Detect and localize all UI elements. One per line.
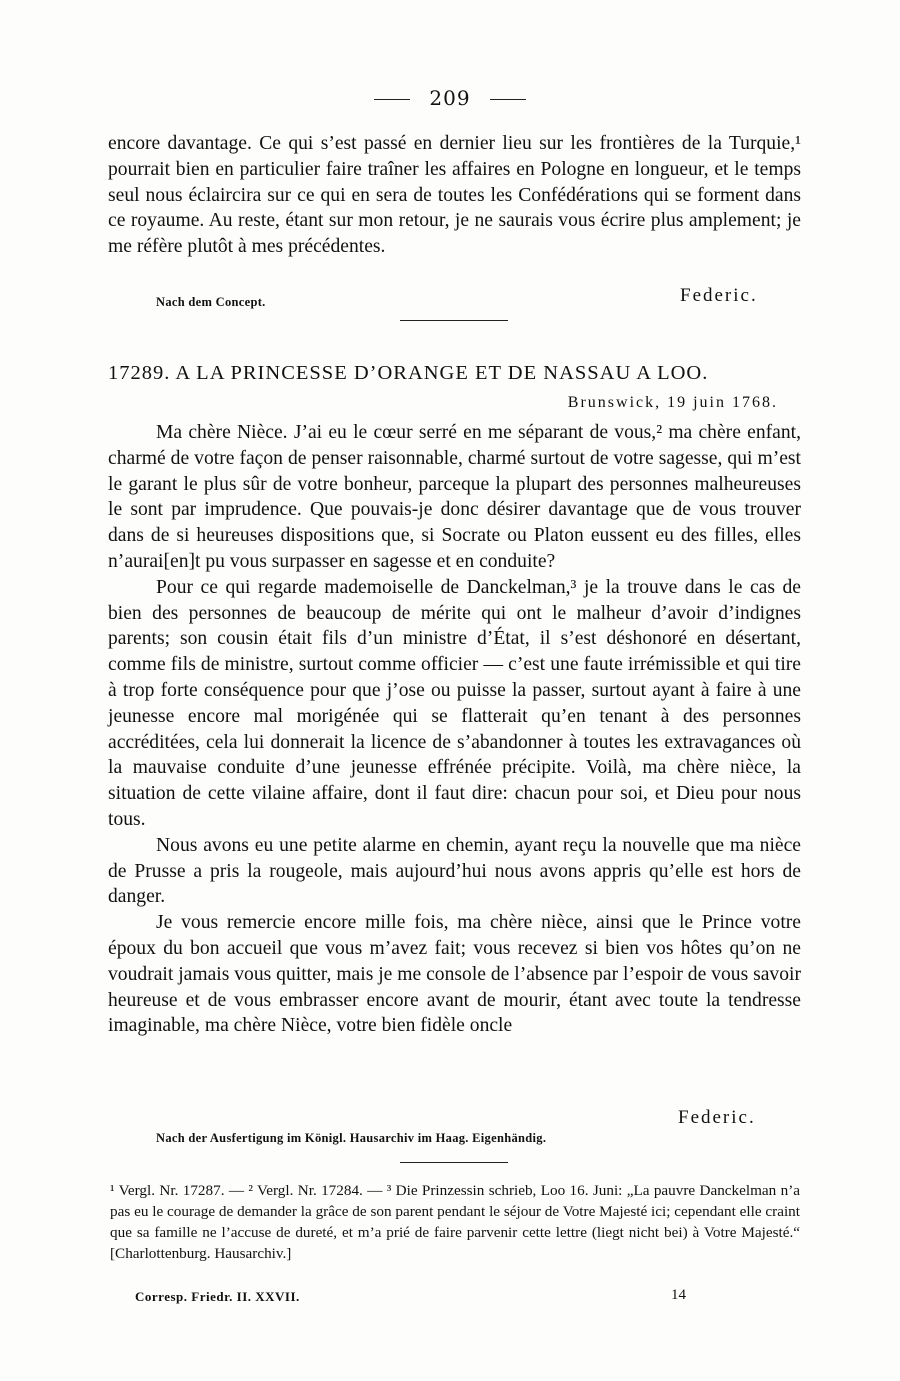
letter-signature: Federic. xyxy=(678,1107,756,1128)
section-divider xyxy=(400,320,508,321)
header-dash-left xyxy=(374,99,410,100)
continuation-text xyxy=(108,131,801,260)
footer-sheet-number: 14 xyxy=(671,1287,686,1303)
continuation-paragraph: encore davantage. Ce qui s’est passé en dernier lieu sur les frontières de la Turquie,¹ pourrait bien en particulier faire traîner les affaires en Pologne en longueur, et le temps seul nous éclaircira sur ce qui en sera de toutes les Confédérations qui se forment dans ce royaume. Au reste, étant sur mon retour, je ne saurais vous écrire plus amplement; je me réfère plutôt à mes précédentes. xyxy=(108,133,801,258)
letter-paragraph-3: Nous avons eu une petite alarme en chemin, ayant reçu la nouvelle que ma nièce de Prusse a pris la rougeole, mais aujourd’hui nous avons appris qu’elle est hors de danger. xyxy=(108,834,801,908)
letter-source-note: Nach der Ausfertigung im Königl. Hausarchiv im Haag. Eigenhändig. xyxy=(156,1131,547,1145)
letter-paragraph-4: Je vous remercie encore mille fois, ma chère nièce, ainsi que le Prince votre époux du bon accueil que vous m’avez fait; vous recevez si bien vos hôtes qu’on ne voudrait jamais vous quitter, mais je me console de l’absence par l’espoir de vous savoir heureuse et de vous embrasser encore avant de mourir, étant avec toute la tendresse imaginable, ma chère Nièce, votre bien fidèle oncle xyxy=(108,912,801,1037)
page-header xyxy=(0,86,900,110)
letter-place-date: Brunswick, 19 juin 1768. xyxy=(567,394,778,411)
continuation-signature: Federic. xyxy=(680,285,758,306)
header-dash-right xyxy=(490,99,526,100)
footnote-divider xyxy=(400,1162,508,1163)
letter-paragraph-2: Pour ce qui regarde mademoiselle de Danckelman,³ je la trouve dans le cas de bien des personnes de beaucoup de mérite qui ont le malheur d’avoir d’indignes parents; son cousin était fils d’un ministre d’État, il s’est déshonoré en désertant, comme fils de ministre, surtout comme officier — c’est une faute irrémissible et qui tire à trop forte conséquence pour que j’ose ou puisse la passer, surtout ayant à faire à une jeunesse encore mal morigénée qui se flatterait qu’en tenant à des personnes accréditées, cela lui donnerait la licence de s’abandonner à toutes les extravagances où la mauvaise conduite d’une jeunesse effrénée précipite. Voilà, ma chère nièce, la situation de cette vilaine affaire, dont il faut dire: chacun pour soi, et Dieu pour nous tous. xyxy=(108,576,801,830)
letter-title: 17289. A LA PRINCESSE D’ORANGE ET DE NASSAU A LOO. xyxy=(108,362,709,384)
page-number: 209 xyxy=(429,86,471,110)
letter-paragraph-1: Ma chère Nièce. J’ai eu le cœur serré en me séparant de vous,² ma chère enfant, charmé de votre façon de penser raisonnable, charmé surtout de votre sagesse, qui m’est le garant le plus sûr de votre bonheur, parceque la plupart des personnes malheureuses le sont par imprudence. Que pouvais-je donc désirer davantage que de vous trouver dans de si heureuses dispositions que, si Socrate ou Platon eussent eu des filles, elles n’aurai[en]t pu vous surpasser en sagesse et en conduite? xyxy=(108,422,801,572)
footnotes: ¹ Vergl. Nr. 17287. — ² Vergl. Nr. 17284. — ³ Die Prinzessin schrieb, Loo 16. Juni: „La pauvre Danckelman n’a pas eu le courage de demander la grâce de son parent pendant le séjour de Votre Majesté ici; cependant elle craint que sa famille ne l’accuse de dureté, et m’a prié de faire parvenir cette lettre (liegt nicht bei) à Votre Majesté.“ [Charlottenburg. Hausarchiv.] xyxy=(110,1182,800,1262)
letter-body xyxy=(108,420,801,1039)
continuation-source-note: Nach dem Concept. xyxy=(156,295,266,309)
footer-signature-mark: Corresp. Friedr. II. XXVII. xyxy=(135,1289,300,1304)
